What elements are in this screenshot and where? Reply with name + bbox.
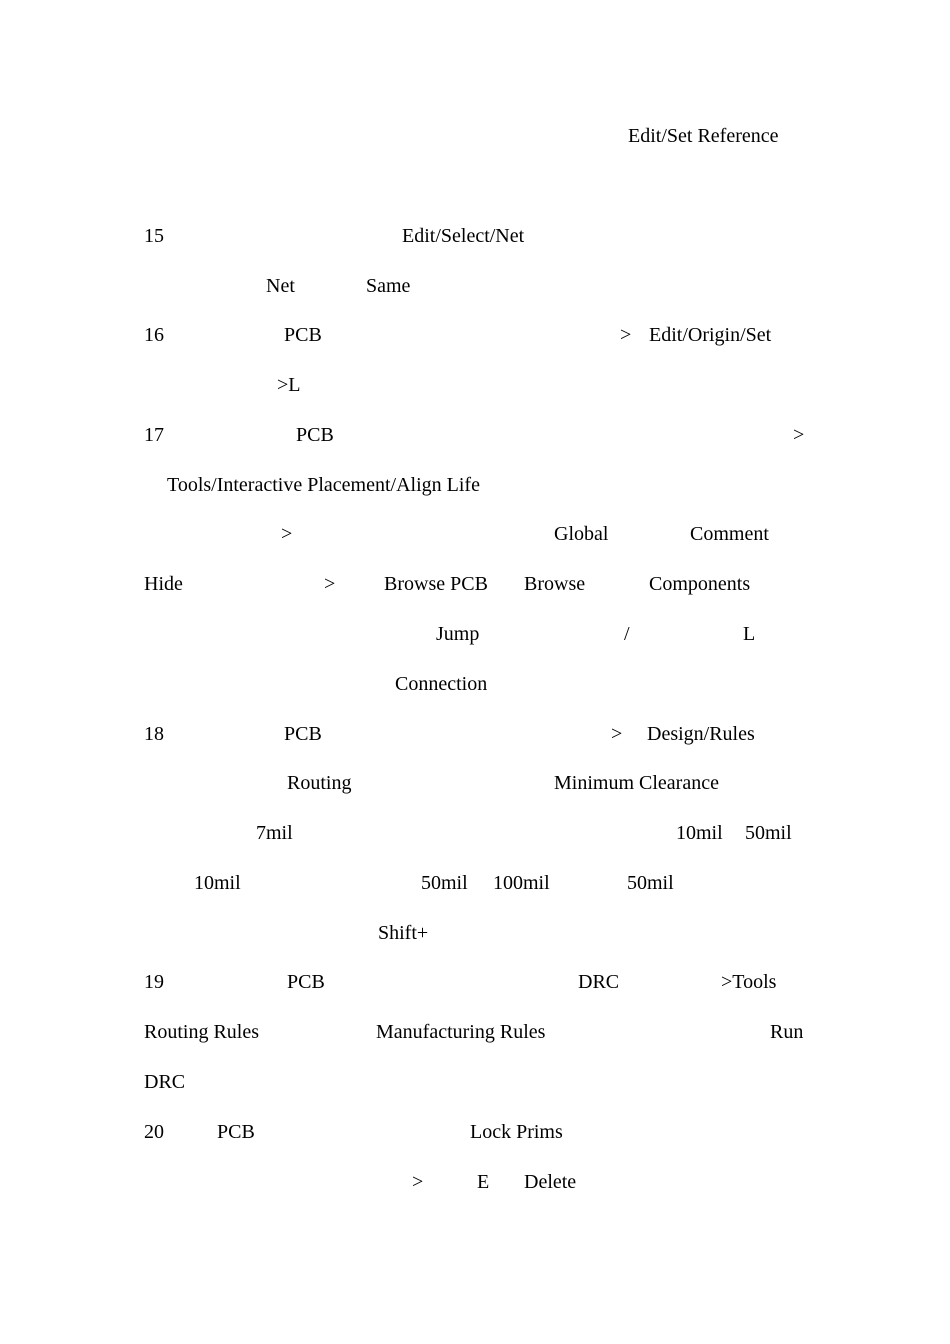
text-fragment: 7mil bbox=[256, 822, 293, 844]
text-fragment: PCB bbox=[287, 971, 325, 993]
text-fragment: 100mil bbox=[493, 872, 550, 894]
text-fragment: DRC bbox=[578, 971, 620, 993]
text-fragment: DRC bbox=[144, 1071, 186, 1093]
text-fragment: > bbox=[412, 1171, 424, 1193]
text-fragment: PCB bbox=[217, 1121, 255, 1143]
item-number: 20 bbox=[144, 1121, 164, 1143]
menu-path: >Tools bbox=[721, 971, 777, 993]
menu-path: Edit/Origin/Set bbox=[649, 324, 772, 346]
text-fragment: Global bbox=[554, 523, 609, 545]
text-fragment: 50mil bbox=[627, 872, 674, 894]
text-fragment: 10mil bbox=[194, 872, 241, 894]
item-number: 15 bbox=[144, 225, 164, 247]
item-number: 19 bbox=[144, 971, 164, 993]
text-fragment: > bbox=[620, 324, 632, 346]
text-fragment: / bbox=[624, 623, 630, 645]
text-fragment: > bbox=[281, 523, 293, 545]
shortcut: >L bbox=[277, 374, 301, 396]
text-fragment: > bbox=[793, 424, 805, 446]
text-fragment: > bbox=[324, 573, 336, 595]
text-fragment: Hide bbox=[144, 573, 183, 595]
text-fragment: Minimum Clearance bbox=[554, 772, 719, 794]
text-fragment: Routing Rules bbox=[144, 1021, 260, 1043]
text-fragment: Lock Prims bbox=[470, 1121, 563, 1143]
text-fragment: 50mil bbox=[745, 822, 792, 844]
text-fragment: Net bbox=[266, 275, 295, 297]
menu-path: Design/Rules bbox=[647, 723, 755, 745]
item-number: 18 bbox=[144, 723, 164, 745]
text-fragment: Components bbox=[649, 573, 751, 595]
text-fragment: Run bbox=[770, 1021, 804, 1043]
text-fragment: PCB bbox=[296, 424, 334, 446]
text-fragment: Routing bbox=[287, 772, 352, 794]
text-fragment: Same bbox=[366, 275, 411, 297]
text-fragment: 50mil bbox=[421, 872, 468, 894]
text-fragment: Browse PCB bbox=[384, 573, 488, 595]
text-fragment: Connection bbox=[395, 673, 488, 695]
text-fragment: PCB bbox=[284, 723, 322, 745]
text-fragment: Comment bbox=[690, 523, 769, 545]
item-number: 17 bbox=[144, 424, 164, 446]
menu-path: Edit/Select/Net bbox=[402, 225, 525, 247]
text-fragment: Delete bbox=[524, 1171, 577, 1193]
text-fragment: L bbox=[743, 623, 756, 645]
menu-path: Tools/Interactive Placement/Align Life bbox=[167, 474, 480, 496]
shortcut: E bbox=[477, 1171, 490, 1193]
text-fragment: PCB bbox=[284, 324, 322, 346]
item-number: 16 bbox=[144, 324, 164, 346]
text-fragment: Manufacturing Rules bbox=[376, 1021, 546, 1043]
text-fragment: Browse bbox=[524, 573, 586, 595]
shortcut: Shift+ bbox=[378, 922, 429, 944]
text-fragment: > bbox=[611, 723, 623, 745]
text-fragment: 10mil bbox=[676, 822, 723, 844]
text-fragment: Edit/Set Reference bbox=[628, 125, 779, 147]
text-fragment: Jump bbox=[436, 623, 480, 645]
